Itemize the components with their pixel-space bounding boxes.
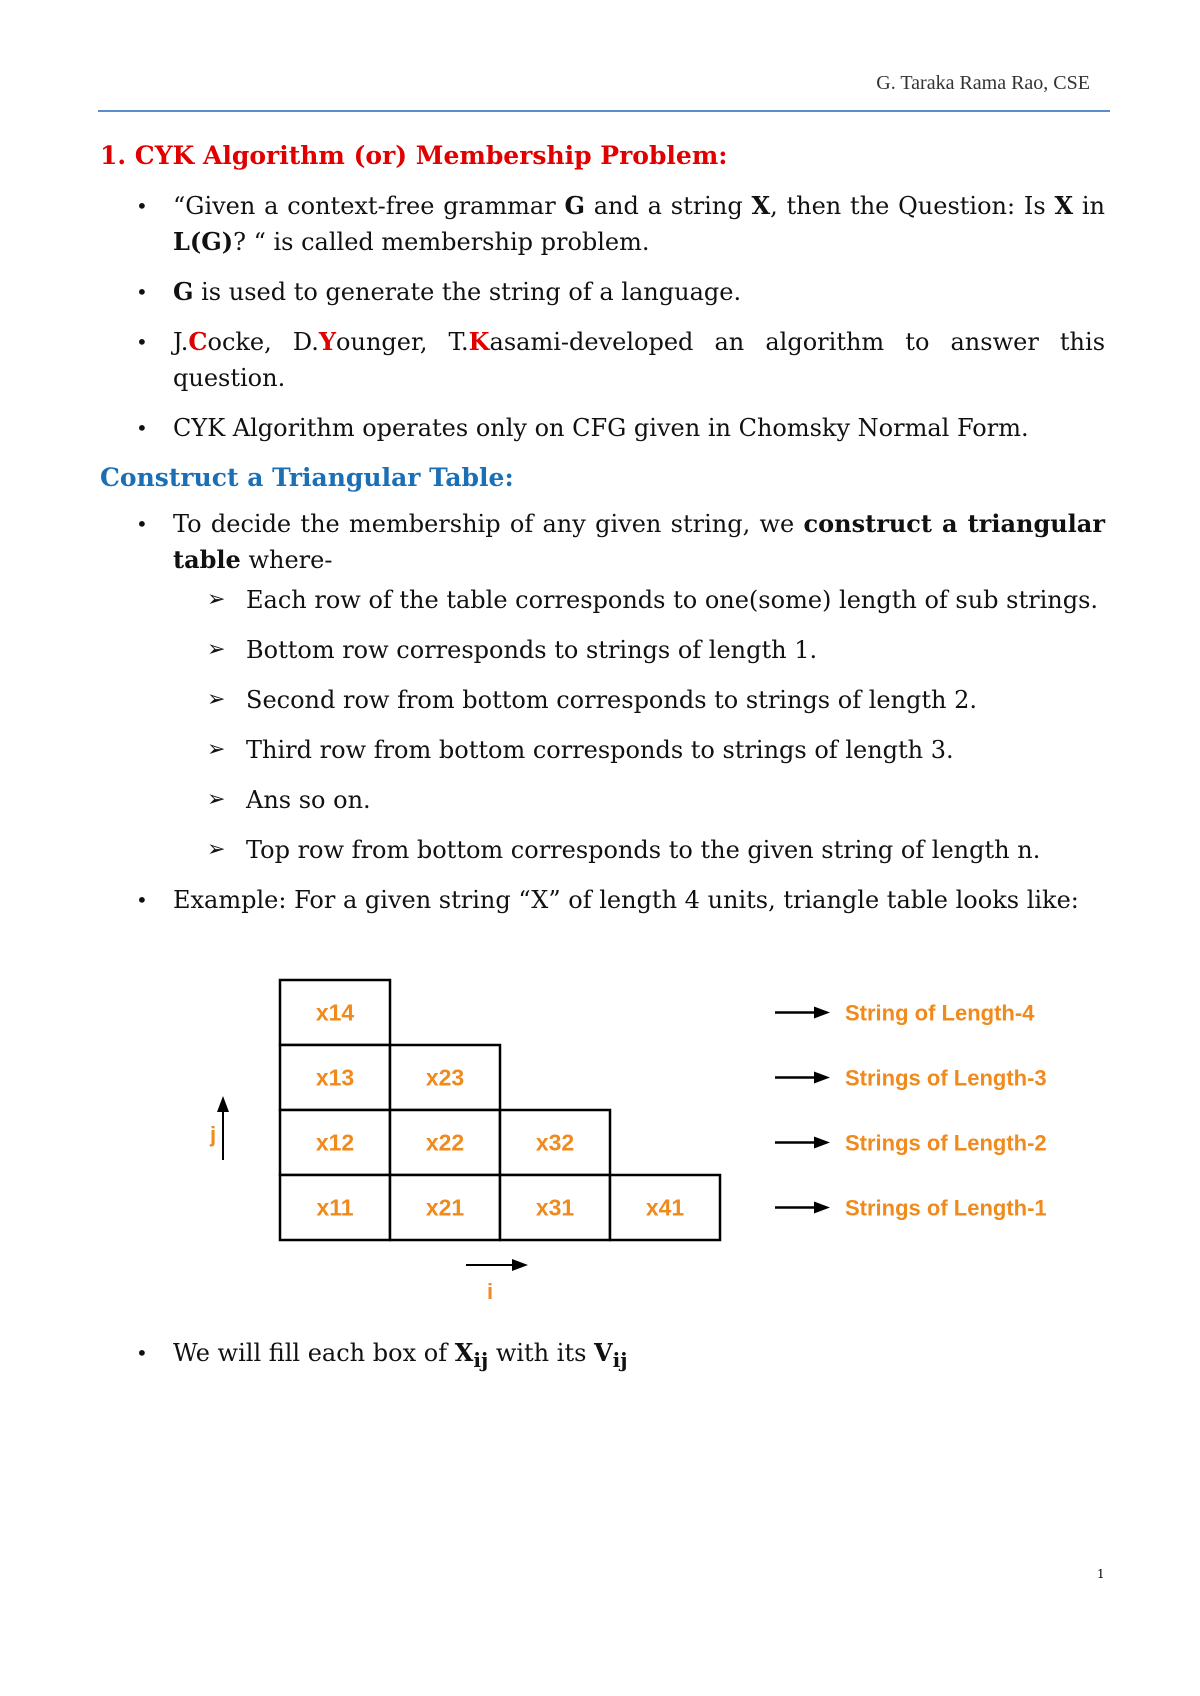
row-arrowhead <box>814 1137 830 1149</box>
row-length-label: Strings of Length-3 <box>845 1065 1047 1091</box>
table-cell-label: x14 <box>315 999 355 1026</box>
i-axis-label: i <box>487 1279 494 1304</box>
sub-item: ➢ Top row from bottom corresponds to the given string of length n. <box>173 832 1105 868</box>
sub-item: ➢ Each row of the table corresponds to one(some) length of sub strings. <box>173 582 1105 618</box>
document-body <box>100 138 1105 932</box>
table-cell-label: x41 <box>645 1194 685 1221</box>
i-axis-arrowhead <box>512 1259 528 1271</box>
table-cell-label: x32 <box>535 1129 575 1156</box>
table-cell-label: x31 <box>535 1194 575 1221</box>
header-rule <box>98 110 1110 112</box>
section-title-triangular-table: Construct a Triangular Table: <box>100 463 514 492</box>
row-length-label: Strings of Length-1 <box>845 1195 1047 1221</box>
table-cell-label: x22 <box>425 1129 465 1156</box>
page-number: 1 <box>1097 1567 1105 1581</box>
bullet-example: • Example: For a given string “X” of length 4 units, triangle table looks like: <box>100 882 1105 918</box>
bullet-fill-boxes: • We will fill each box of $X_{ij}$ with its $V_{ij}$ <box>100 1335 1105 1378</box>
table-cell-label: x21 <box>425 1194 465 1221</box>
row-arrowhead <box>814 1072 830 1084</box>
bullet-membership-definition: • “Given a context-free grammar G and a string X, then the Question: Is X in L(G)? “ is called membership problem. <box>100 188 1105 260</box>
sub-item: ➢ Third row from bottom corresponds to strings of length 3. <box>173 732 1105 768</box>
sub-item: ➢ Second row from bottom corresponds to strings of length 2. <box>173 682 1105 718</box>
table-cell-label: x13 <box>315 1064 355 1091</box>
j-axis-arrowhead <box>217 1096 229 1112</box>
row-length-label: Strings of Length-2 <box>845 1130 1047 1156</box>
row-arrowhead <box>814 1007 830 1019</box>
bullet-grammar-use: • G is used to generate the string of a language. <box>100 274 1105 310</box>
section2-bullets <box>100 506 1105 918</box>
table-cell-label: x11 <box>316 1194 354 1221</box>
bullet-cnf: • CYK Algorithm operates only on CFG given in Chomsky Normal Form. <box>100 410 1105 446</box>
j-axis-label: j <box>210 1122 217 1147</box>
row-length-label: String of Length-4 <box>845 1000 1035 1026</box>
final-bullets <box>100 1335 1105 1392</box>
sub-item: ➢ Ans so on. <box>173 782 1105 818</box>
bullet-table-intro: • To decide the membership of any given string, we construct a triangular table where- ➢ Each row of the table corresponds to one(some) length of sub strings. ➢ Bottom row corresponds to strings of length 1. ➢ Second row from bottom corresponds to strings of length 2. ➢ Third row from bottom corresponds to strings of length 3. ➢ Ans so on. ➢ Top row from bottom corresponds to the given string of length n. <box>100 506 1105 868</box>
bullet-authors: • J.Cocke, D.Younger, T.Kasami-developed an algorithm to answer this question. <box>100 324 1105 396</box>
triangular-table-diagram <box>190 970 1090 1310</box>
table-cell-label: x23 <box>425 1064 465 1091</box>
header-author: G. Taraka Rama Rao, CSE <box>876 72 1090 94</box>
sub-list <box>173 582 1105 868</box>
table-cell-label: x12 <box>315 1129 355 1156</box>
row-arrowhead <box>814 1202 830 1214</box>
sub-item: ➢ Bottom row corresponds to strings of length 1. <box>173 632 1105 668</box>
section-title-cyk: 1. CYK Algorithm (or) Membership Problem: <box>100 141 728 170</box>
section1-bullets <box>100 188 1105 446</box>
